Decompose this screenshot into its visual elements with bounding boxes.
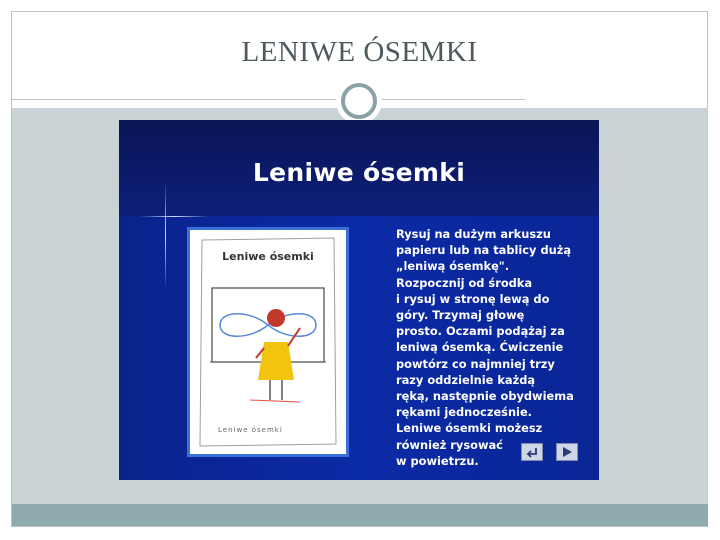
embedded-picture [119,120,599,480]
slide-title: LENIWE ÓSEMKI [241,36,478,68]
instruction-line: prosto. Oczami podążaj za [396,324,565,339]
instruction-line: Rysuj na dużym arkuszu [396,227,551,241]
title-divider-left [12,99,338,100]
instruction-line: powtórz co najmniej trzy [396,356,555,371]
child-drawing-figure-eight-illustration [190,230,346,454]
book-cover [190,230,346,454]
play-next-icon [561,446,573,458]
title-divider-right [382,99,525,100]
footer-band [12,504,708,526]
instructions-text [396,226,596,469]
book-title: Leniwe ósemki [222,250,314,263]
instruction-line: i rysuj w stronę lewą do [396,291,550,306]
instruction-line: w powietrzu. [396,453,479,468]
instruction-line: Rozpocznij od środka [396,275,533,290]
instruction-line: „leniwą ósemkę". [396,259,510,274]
next-button[interactable] [556,443,578,461]
back-button[interactable] [521,443,543,461]
instruction-line: rękami jednocześnie. [396,405,533,420]
return-icon [525,446,539,458]
instruction-line: Leniwe ósemki możesz [396,421,543,436]
instruction-line: razy oddzielnie każdą [396,372,536,387]
instruction-line: również rysować [396,437,503,452]
picture-heading: Leniwe ósemki [252,158,466,187]
circle-ornament-icon [341,83,377,119]
instruction-line: papieru lub na tablicy dużą [396,243,572,258]
sparkle-ray [165,180,166,290]
instruction-line: góry. Trzymaj głowę [396,308,525,323]
instruction-line: leniwą ósemką. Ćwiczenie [396,340,564,355]
instruction-line: ręką, następnie obydwiema [396,389,574,404]
book-footer-text: Leniwe ósemki [218,426,283,434]
sparkle-icon [139,216,209,217]
